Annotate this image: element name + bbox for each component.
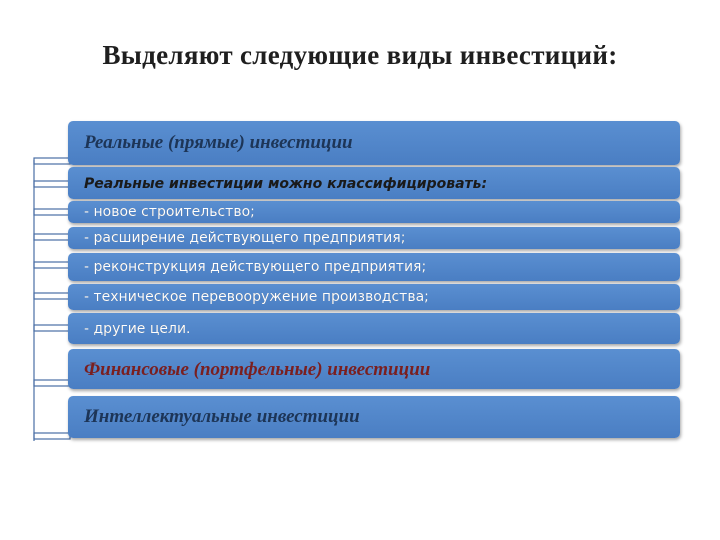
item-label: Финансовые (портфельные) инвестиции	[84, 359, 431, 380]
item-reconstruction	[68, 253, 680, 281]
item-financial-investments	[68, 349, 680, 389]
item-classification-intro	[68, 167, 680, 199]
item-intellectual-investments	[68, 396, 680, 438]
slide-title: Выделяют следующие виды инвестиций:	[102, 40, 618, 70]
item-expansion	[68, 227, 680, 249]
item-technical-reequipment	[68, 284, 680, 310]
item-label: - новое строительство;	[84, 204, 255, 220]
item-label: - другие цели.	[84, 320, 191, 337]
item-label: Интеллектуальные инвестиции	[84, 406, 360, 427]
item-new-construction	[68, 201, 680, 223]
item-label: Реальные инвестиции можно классифицировать:	[84, 175, 488, 192]
item-label: - расширение действующего предприятия;	[84, 230, 406, 246]
item-other-goals	[68, 313, 680, 344]
item-real-investments	[68, 121, 680, 165]
item-label: - техническое перевооружение производства;	[84, 289, 429, 305]
item-label: - реконструкция действующего предприятия;	[84, 259, 427, 275]
item-label: Реальные (прямые) инвестиции	[84, 132, 353, 153]
